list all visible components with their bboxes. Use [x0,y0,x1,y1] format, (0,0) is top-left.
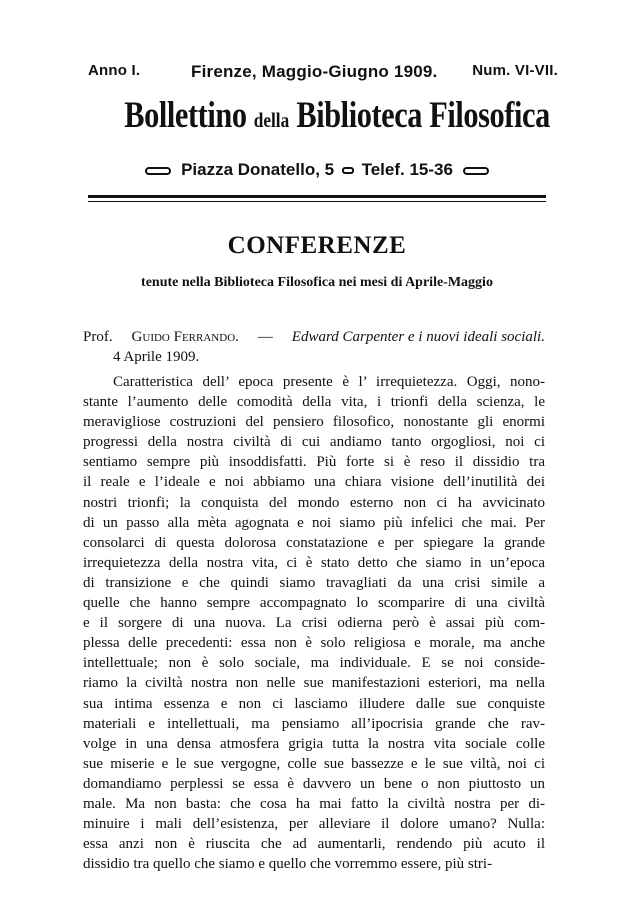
body-line: dissidio tra quello che siamo e quello che vorremmo essere, più stri- [83,856,493,873]
header-rule-thick [88,195,546,198]
body-line: di transizione e che quindi siamo travagliati da una crisi simile a [83,574,545,591]
body-line: sue miserie e le sue vergogne, colle sue bassezze e le sue viltà, noi ci [83,755,545,772]
body-line: quelle che hanno sempre accompagnato lo scomparire di una civiltà [83,595,545,612]
body-line: intellettuale; non è solo sociale, ma individuale. E se noi conside- [83,655,545,672]
body-line: minuire i mali dell’esistenza, per alleviare il dolore umano? Nulla: [83,816,545,833]
lecture-byline [83,327,545,367]
body-line: irrequietezza della nostra vita, ci è stato detto che siamo in un’epoca [83,554,545,571]
body-line: il reale e l’ideale e noi abbiamo una chiara visione dell’inutilità dei [83,474,545,491]
masthead-part3: Biblioteca Filosofica [296,95,550,136]
body-line: riamo la civiltà nostra non nelle sue manifestazioni esteriori, ma nella [83,675,545,692]
body-line: e il sorgere di una nuova. La crisi odierna però è assai più com- [83,615,545,632]
ornament-right-icon [463,167,489,175]
body-line: stante l’aumento delle comodità della vita, i trionfi della scienza, le [83,394,545,411]
body-line: domandiamo perplessi se essa è davvero un bene o non piuttosto un [83,775,545,792]
body-line: volge in una densa atmosfera grigia tutta la nostra vita sociale colle [83,735,545,752]
body-line: plessa delle precedenti: essa non è solo religiosa e morale, ma anche [83,635,545,652]
byline-author: Guido Ferrando. [131,329,239,345]
body-line: nostri trionfi; la conquista del mondo esterno non ci ha avvicinato [83,494,545,511]
issue-place-date: Firenze, Maggio-Giugno 1909. [191,62,438,81]
body-line: sua intima essenza e non ci lasciamo illudere dalle sue conquiste [83,695,545,712]
body-line: male. Ma non basta: che cosa ha mai fatto la civiltà nostra per di- [83,795,545,812]
lecture-date: 4 Aprile 1909. [113,349,200,365]
body-line: sentiamo sempre più insoddisfatti. Più forte si è reso il dissidio tra [83,454,545,471]
lecture-title: Edward Carpenter e i nuovi ideali sociali. [291,329,545,345]
address-line [82,160,552,180]
issue-year: Anno I. [88,62,141,79]
header-rule-thin [88,201,546,202]
body-line: progressi della nostra civiltà di cui andiamo tanto orgogliosi, noi ci [83,434,545,451]
phone-text: Telef. 15-36 [361,160,453,179]
masthead-part2: della [253,108,290,132]
body-line: consolarci di questa dolorosa constatazione e per spiegare la grande [83,534,545,551]
body-line: Caratteristica dell’ epoca presente è l’ irrequietezza. Oggi, nono- [113,374,545,390]
body-line: essa anzi non è riuscita che ad aumentarli, rendendo più acuto il [83,836,545,853]
body-line: materiali e intellettuali, ma pensiamo all’ipocrisia grande che rav- [83,715,545,732]
address-text: Piazza Donatello, 5 [181,160,335,179]
ornament-left-icon [145,167,171,175]
byline-dash: — [257,329,273,345]
article-subtitle: tenute nella Biblioteca Filosofica nei mesi di Aprile-Maggio [141,275,493,290]
article-title: CONFERENZE [227,232,407,259]
body-line: meravigliose costruzioni del pensiero filosofico, nonostante gli enormi [83,414,545,431]
byline-prefix: Prof. [83,329,113,345]
issue-number: Num. VI-VII. [472,62,558,79]
article-body [83,372,545,874]
body-line: di un passo alla mèta agognata e noi siamo più infelici che mai. Per [83,514,545,531]
masthead-title [124,94,550,137]
masthead-part1: Bollettino [124,95,247,136]
ornament-separator-icon [342,167,354,174]
